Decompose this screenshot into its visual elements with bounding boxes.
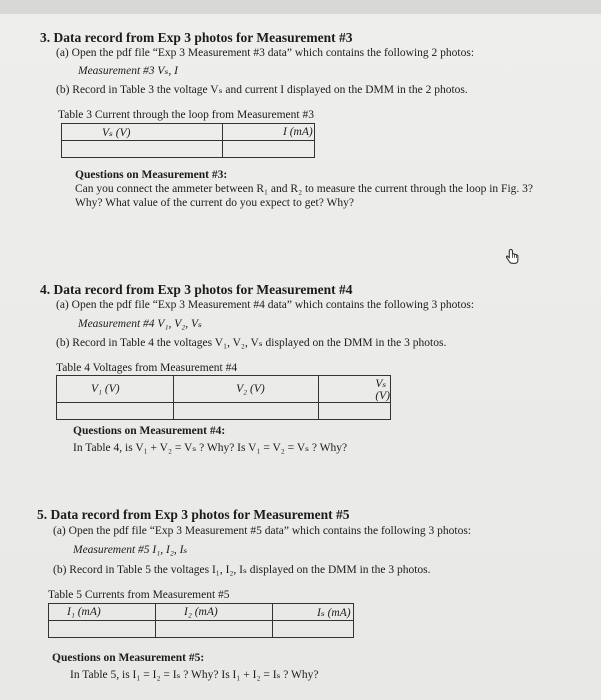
table-4-header-vs: Vₛ (V): [319, 376, 391, 403]
section-4-part-b: (b) Record in Table 4 the voltages V₁, V₂, Vₛ displayed on the DMM in the 3 photos.: [56, 337, 447, 349]
section-3-question-2: Why? What value of the current do you expect to get? Why?: [75, 197, 354, 209]
section-3-questions-heading: Questions on Measurement #3:: [75, 169, 228, 181]
section-3-heading: 3. Data record from Exp 3 photos for Measurement #3: [40, 30, 353, 45]
section-4-question-1: In Table 4, is V₁ + V₂ = Vₛ ? Why? Is V₁ = V₂ = Vₛ ? Why?: [73, 442, 348, 454]
table-5: [48, 603, 354, 638]
table-5-header-i1: I₁ (mA): [49, 604, 156, 621]
section-4-photos: Measurement #4 V₁, V₂, Vₛ: [78, 318, 202, 330]
table-5-cell-is[interactable]: [273, 621, 354, 638]
hand-pointer-icon: [503, 248, 521, 266]
table-5-header-i2: I₂ (mA): [156, 604, 273, 621]
section-5-part-a: (a) Open the pdf file “Exp 3 Measurement #5 data” which contains the following 3 photos:: [53, 525, 472, 537]
section-4-heading: 4. Data record from Exp 3 photos for Measurement #4: [40, 282, 353, 297]
table-4-header-v1: V₁ (V): [57, 376, 174, 403]
table-4-cell-vs[interactable]: [319, 403, 391, 420]
table-4-caption: Table 4 Voltages from Measurement #4: [56, 362, 238, 374]
table-3-header-vs: Vₛ (V): [62, 124, 223, 141]
table-3-cell-vs[interactable]: [62, 141, 223, 158]
top-edge: [0, 0, 601, 14]
table-3-caption: Table 3 Current through the loop from Measurement #3: [58, 109, 314, 121]
section-5-part-b: (b) Record in Table 5 the voltages I₁, I₂, Iₛ displayed on the DMM in the 3 photos.: [53, 564, 431, 576]
table-4: [56, 375, 391, 420]
table-3: [61, 123, 315, 158]
section-5-photos: Measurement #5 I₁, I₂, Iₛ: [73, 544, 188, 556]
table-5-header-is: Iₛ (mA): [273, 604, 354, 621]
section-3-photos: Measurement #3 Vₛ, I: [78, 65, 178, 77]
section-5-question-1: In Table 5, is I₁ = I₂ = Iₛ ? Why? Is I₁ + I₂ = Iₛ ? Why?: [70, 669, 319, 681]
section-5-questions-heading: Questions on Measurement #5:: [52, 652, 205, 664]
section-5-heading: 5. Data record from Exp 3 photos for Measurement #5: [37, 507, 350, 522]
table-4-header-v2: V₂ (V): [174, 376, 319, 403]
table-4-cell-v1[interactable]: [57, 403, 174, 420]
section-3-part-a: (a) Open the pdf file “Exp 3 Measurement #3 data” which contains the following 2 photos:: [56, 47, 475, 59]
table-4-cell-v2[interactable]: [174, 403, 319, 420]
section-4-part-a: (a) Open the pdf file “Exp 3 Measurement #4 data” which contains the following 3 photos:: [56, 299, 475, 311]
table-5-cell-i2[interactable]: [156, 621, 273, 638]
table-5-caption: Table 5 Currents from Measurement #5: [48, 589, 230, 601]
table-3-cell-i[interactable]: [223, 141, 315, 158]
table-5-cell-i1[interactable]: [49, 621, 156, 638]
section-3-question-1: Can you connect the ammeter between R₁ and R₂ to measure the current through the loop in Fig. 3?: [75, 183, 533, 195]
section-3-part-b: (b) Record in Table 3 the voltage Vₛ and current I displayed on the DMM in the 2 photos.: [56, 84, 468, 96]
section-4-questions-heading: Questions on Measurement #4:: [73, 425, 226, 437]
table-3-header-i: I (mA): [223, 124, 315, 141]
